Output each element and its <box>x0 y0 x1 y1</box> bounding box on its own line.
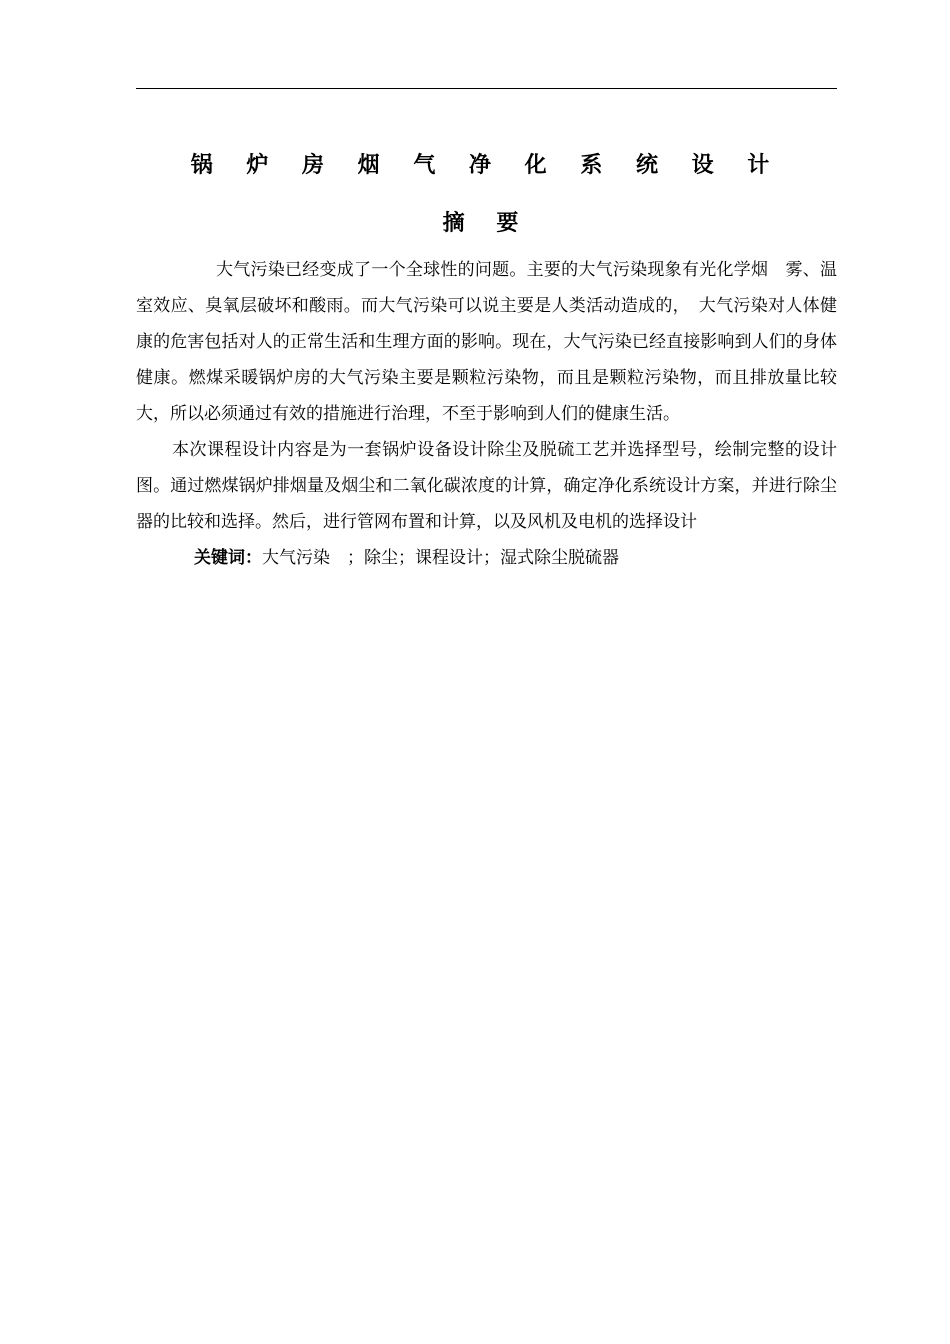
abstract-paragraph-2: 本次课程设计内容是为一套锅炉设备设计除尘及脱硫工艺并选择型号，绘制完整的设计图。通过燃煤锅炉排烟量及烟尘和二氧化碳浓度的计算，确定净化系统设计方案，并进行除尘器的比较和选择。然后，进行管网布置和计算，以及风机及电机的选择设计 <box>136 440 837 532</box>
keywords-line <box>136 540 837 576</box>
header-rule <box>136 88 837 89</box>
keywords-label: 关键词： <box>194 548 262 568</box>
abstract-body <box>136 252 837 576</box>
abstract-paragraph-1: 大气污染已经变成了一个全球性的问题。主要的大气污染现象有光化学烟 雾、温室效应、臭氧层破坏和酸雨。而大气污染可以说主要是人类活动造成的， 大气污染对人体健康的危害包括对人的正常生活和生理方面的影响。现在，大气污染已经直接影响到人们的身体健康。燃煤采暖锅炉房的大气污染主要是颗粒污染物，而且是颗粒污染物，而且排放量比较大，所以必须通过有效的措施进行治理，不至于影响到人们的健康生活。 <box>136 260 837 424</box>
abstract-heading: 摘 要 <box>442 211 531 236</box>
document-title: 锅 炉 房 烟 气 净 化 系 统 设 计 <box>190 153 783 178</box>
keywords-value: 大气污染 ；除尘；课程设计；湿式除尘脱硫器 <box>262 548 619 568</box>
